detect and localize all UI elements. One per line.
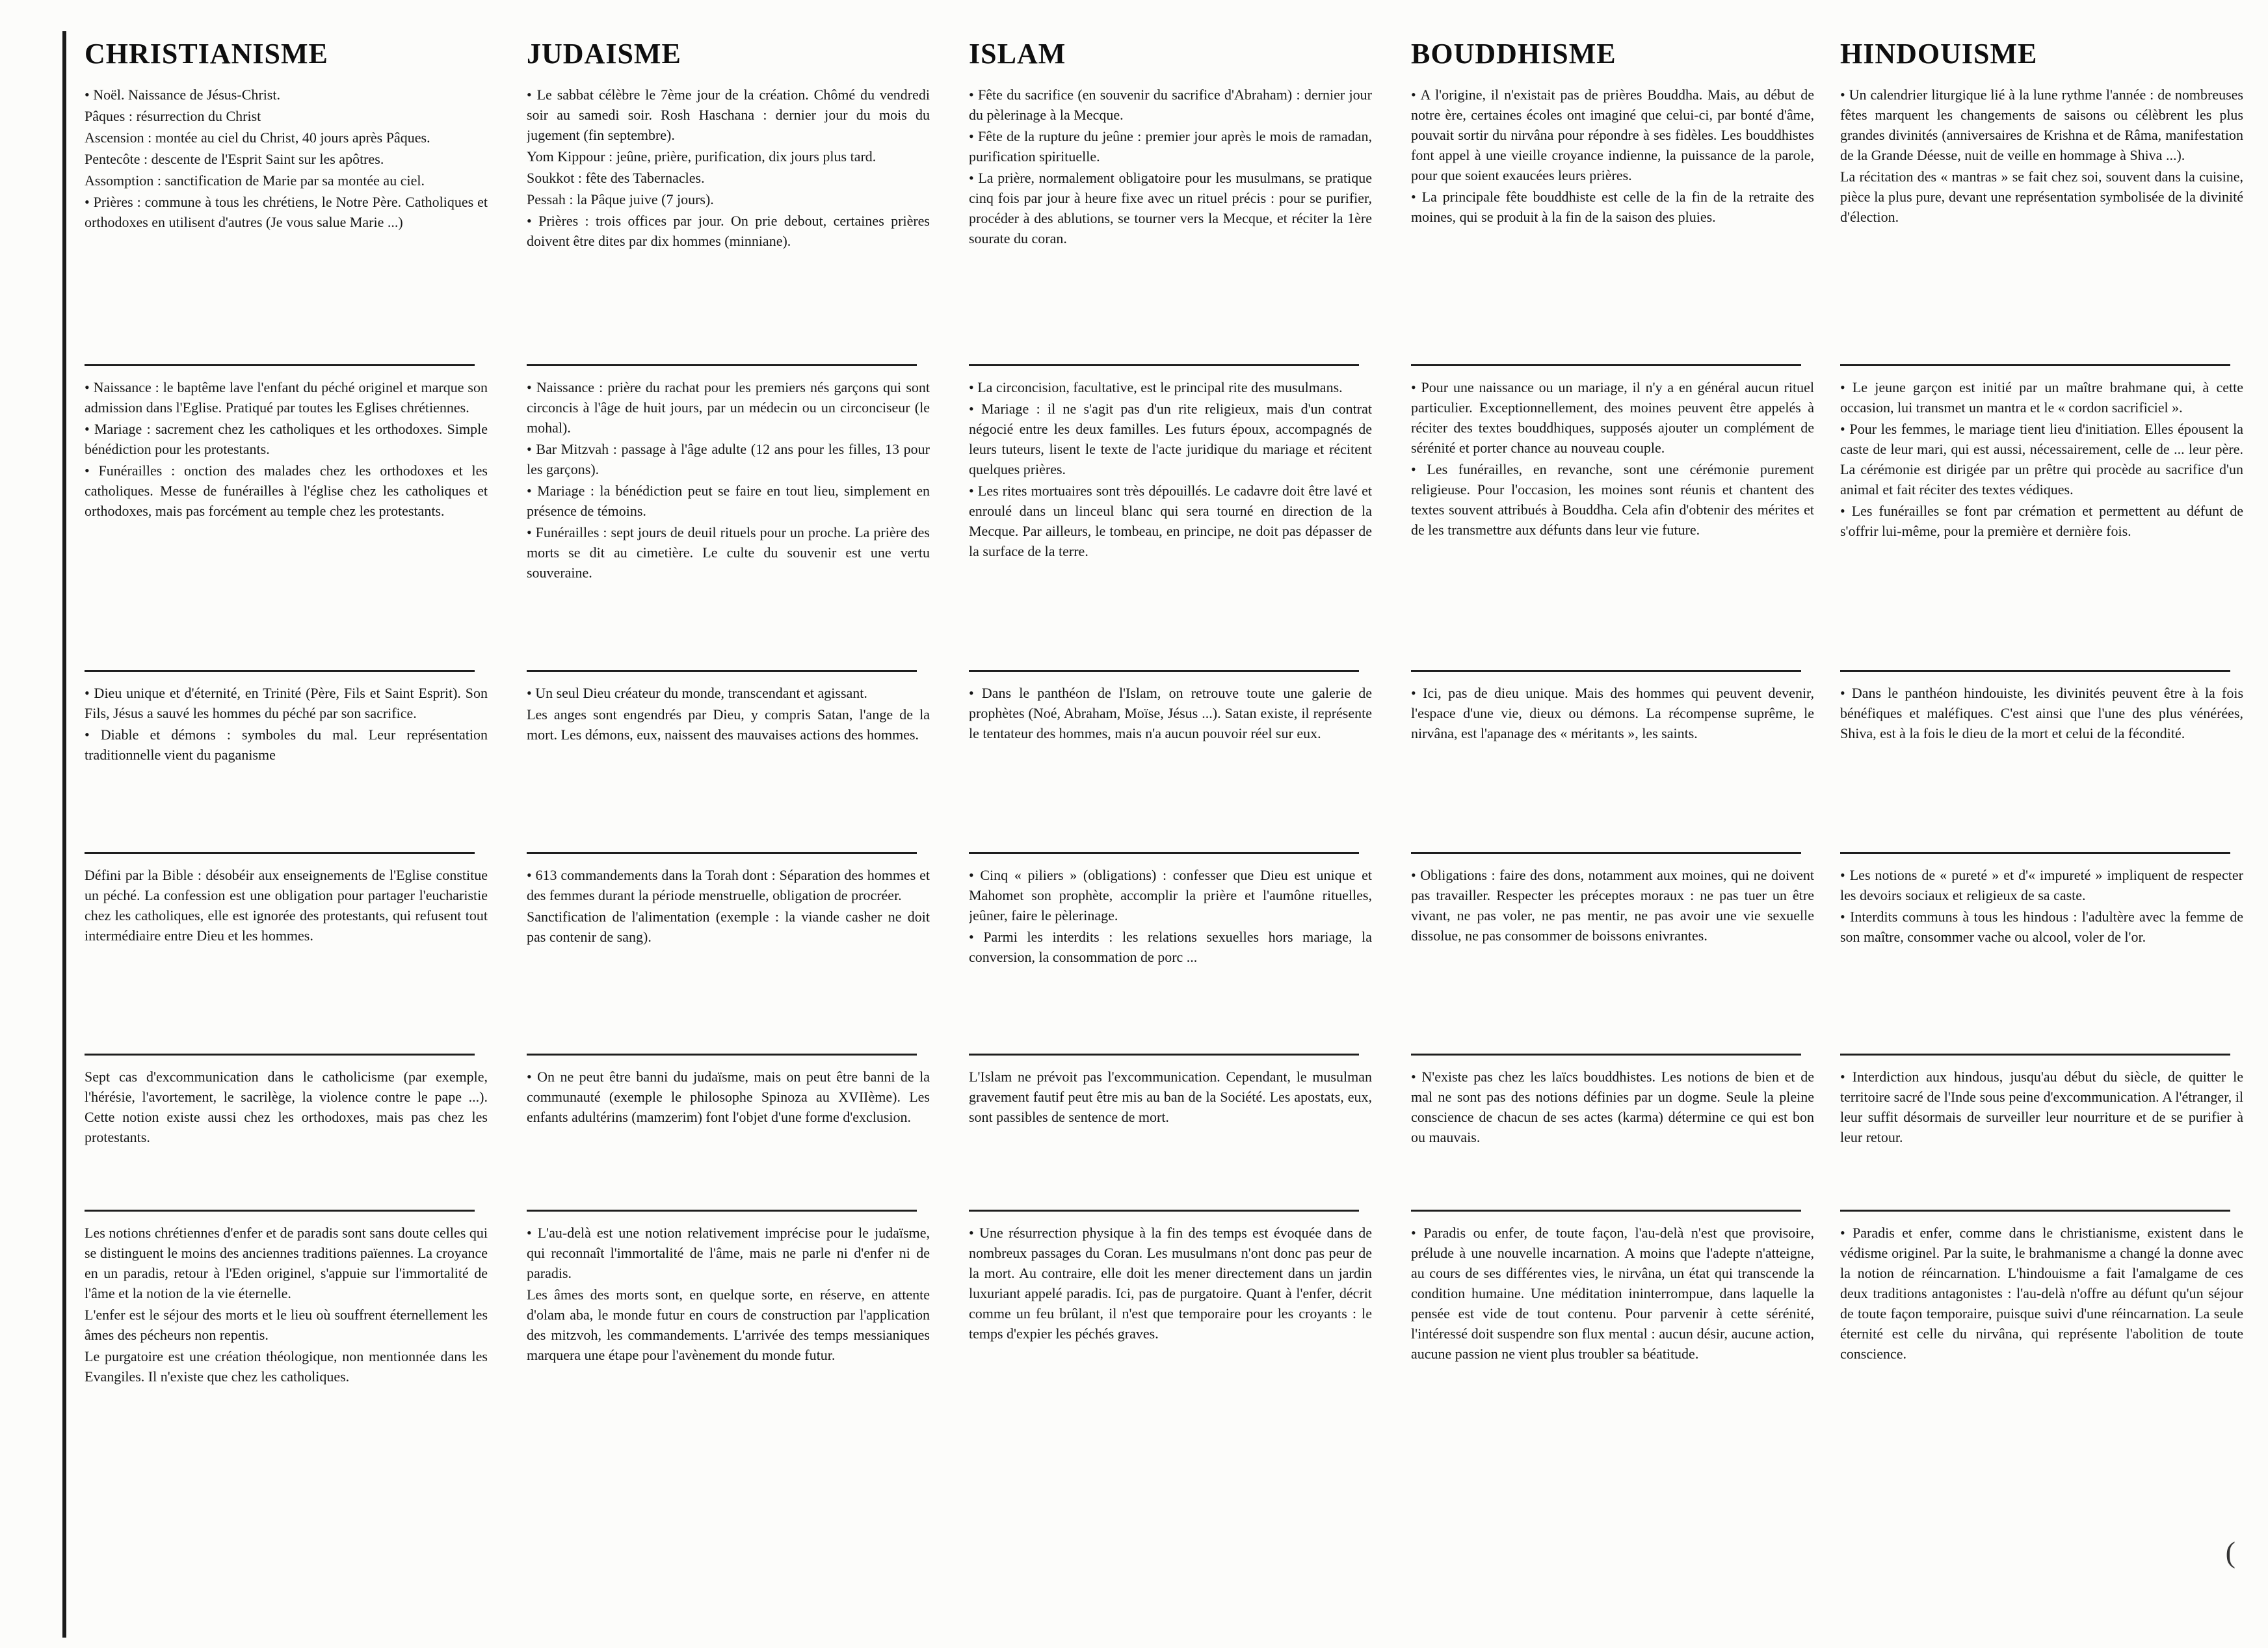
section-divider: [969, 1210, 1359, 1212]
section-3: [969, 683, 1372, 858]
paragraph: • Funérailles : onction des malades chez les orthodoxes et les catholiques. Messe de funérailles à l'église chez les catholiques et orthodoxes, mais pas forcément au temple chez les protestants.: [85, 462, 488, 519]
paragraph: • Dans le panthéon hindouiste, les divinités peuvent être à la fois bénéfiques et maléfiques. C'est ainsi que l'une des plus vénérées, Shiva, est à la fois le dieu de la mort et celui de la fécondité.: [1840, 685, 2243, 741]
paragraph: Sanctification de l'alimentation (exemple : la viande casher ne doit pas contenir de sang).: [527, 909, 930, 945]
section-divider: [1411, 1054, 1801, 1056]
column-bouddhisme: [1411, 39, 1814, 1613]
section-divider: [1411, 670, 1801, 672]
section-5: [527, 1067, 930, 1216]
section-6: [527, 1223, 930, 1600]
section-4: [969, 865, 1372, 1060]
paragraph: • Obligations : faire des dons, notamment aux moines, qui ne doivent pas travailler. Respecter les préceptes moraux : ne pas tuer un être vivant, ne pas voler, ne pas mentir, ne pas avoir une vie sexuelle dissolue, ne pas consommer de boissons enivrantes.: [1411, 867, 1814, 944]
paragraph: • Le sabbat célèbre le 7ème jour de la création. Chômé du vendredi soir au samedi soir. Rosh Haschana : dernier jour du mois du jugement (fin septembre).: [527, 86, 930, 143]
section-5: [1411, 1067, 1814, 1216]
section-divider: [85, 1210, 475, 1212]
section-divider: [527, 1054, 917, 1056]
paragraph: • N'existe pas chez les laïcs bouddhistes. Les notions de bien et de mal ne sont pas des notions définies par un dogme. Seule la pleine conscience de chacun de ses actes (karma) détermine ce qui est bon ou mauvais.: [1411, 1069, 1814, 1145]
section-3: [1840, 683, 2243, 858]
comparison-sheet: [85, 39, 2243, 1613]
paragraph: • Un seul Dieu créateur du monde, transcendant et agissant.: [527, 685, 867, 701]
section-6: [1840, 1223, 2243, 1600]
paragraph: • Prières : trois offices par jour. On prie debout, certaines prières doivent être dites par dix hommes (minniane).: [527, 213, 930, 249]
column-christianisme: [85, 39, 488, 1613]
paragraph: • Naissance : le baptême lave l'enfant du péché originel et marque son admission dans l'Eglise. Pratiqué par toutes les Eglises chrétiennes.: [85, 379, 488, 416]
section-3: [85, 683, 488, 858]
paragraph: Soukkot : fête des Tabernacles.: [527, 170, 705, 186]
section-5: [1840, 1067, 2243, 1216]
paragraph: L'Islam ne prévoit pas l'excommunication. Cependant, le musulman gravement fautif peut être mis au ban de la Société. Les apostats, eux, sont passibles de sentence de mort.: [969, 1069, 1372, 1125]
section-divider: [85, 1054, 475, 1056]
section-divider: [969, 670, 1359, 672]
paragraph: • La prière, normalement obligatoire pour les musulmans, se pratique cinq fois par jour à heure fixe avec un rituel précis : pour se purifier, procéder à des ablutions, se tourner vers la Mecque, et réciter la 1ère sourate du coran.: [969, 170, 1372, 246]
column-title: JUDAISME: [527, 38, 681, 70]
section-divider: [527, 670, 917, 672]
section-2: [969, 377, 1372, 673]
paragraph: • Mariage : la bénédiction peut se faire en tout lieu, simplement en présence de témoins.: [527, 483, 930, 519]
section-6: [85, 1223, 488, 1600]
section-divider: [969, 1054, 1359, 1056]
section-divider: [527, 364, 917, 366]
section-divider: [527, 1210, 917, 1212]
paragraph: • Mariage : sacrement chez les catholiques et les orthodoxes. Simple bénédiction pour les protestants.: [85, 421, 488, 457]
section-divider: [85, 364, 475, 366]
paragraph: • Funérailles : sept jours de deuil rituels pour un proche. La prière des morts se dit au cimetière. Le culte du souvenir est une vertu souveraine.: [527, 524, 930, 581]
paragraph: • Dans le panthéon de l'Islam, on retrouve toute une galerie de prophètes (Noé, Abraham, Moïse, Jésus ...). Satan existe, il représente le tentateur des hommes, mais n'a aucun pouvoir réel sur eux.: [969, 685, 1372, 741]
paragraph: Pessah : la Pâque juive (7 jours).: [527, 191, 714, 207]
paragraph: • Naissance : prière du rachat pour les premiers nés garçons qui sont circoncis à l'âge de huit jours, par un médecin ou un circonciseur (le mohal).: [527, 379, 930, 436]
section-4: [1411, 865, 1814, 1060]
section-divider: [1840, 1210, 2230, 1212]
paragraph: • 613 commandements dans la Torah dont : Séparation des hommes et des femmes durant la période menstruelle, obligation de procréer.: [527, 867, 930, 903]
section-1: [527, 85, 930, 371]
section-divider: [85, 852, 475, 854]
paragraph: • L'au-delà est une notion relativement imprécise pour le judaïsme, qui reconnaît l'immortalité de l'âme, mais ne parle ni d'enfer ni de paradis.: [527, 1225, 930, 1281]
section-2: [85, 377, 488, 673]
paragraph: Le purgatoire est une création théologique, non mentionnée dans les Evangiles. Il n'existe que chez les catholiques.: [85, 1348, 488, 1385]
column-title: BOUDDHISME: [1411, 38, 1616, 70]
section-divider: [969, 852, 1359, 854]
paragraph: • Fête de la rupture du jeûne : premier jour après le mois de ramadan, purification spirituelle.: [969, 128, 1372, 165]
column-title: CHRISTIANISME: [85, 38, 328, 70]
paragraph: • Un calendrier liturgique lié à la lune rythme l'année : de nombreuses fêtes marquent les changements de saisons ou célèbrent les plus grandes divinités (anniversaires de Krishna et de Râma, manifestation de la Grande Déesse, nuit de veille en hommage à Shiva ...).: [1840, 86, 2243, 163]
paragraph: Les notions chrétiennes d'enfer et de paradis sont sans doute celles qui se distinguent le moins des anciennes traditions païennes. La croyance en un paradis, retour à l'Eden originel, s'appuie sur l'immortalité de l'âme et la notion de la vie éternelle.: [85, 1225, 488, 1301]
paragraph: • Interdits communs à tous les hindous : l'adultère avec la femme de son maître, consommer vache ou alcool, voler de l'or.: [1840, 909, 2243, 945]
paragraph: • Mariage : il ne s'agit pas d'un rite religieux, mais d'un contrat négocié entre les deux familles. Les futurs époux, accompagnés de leurs tuteurs, lisent le texte de l'acte juridique du mariage et récitent quelques prières.: [969, 401, 1372, 477]
paragraph: Pâques : résurrection du Christ: [85, 108, 261, 124]
paragraph: • Les funérailles se font par crémation et permettent au défunt de s'offrir lui-même, pour la première et dernière fois.: [1840, 503, 2243, 539]
paragraph: • Dieu unique et d'éternité, en Trinité (Père, Fils et Saint Esprit). Son Fils, Jésus a sauvé les hommes du péché par son sacrifice.: [85, 685, 488, 721]
column-hindouisme: [1840, 39, 2243, 1613]
column-title: ISLAM: [969, 38, 1066, 70]
section-5: [969, 1067, 1372, 1216]
section-1: [1411, 85, 1814, 371]
paragraph: • Pour une naissance ou un mariage, il n'y a en général aucun rituel particulier. Exceptionnellement, des moines peuvent être appelés à réciter des textes bouddhiques, supposés ajouter un complément de sérénité et porter chance au nouveau couple.: [1411, 379, 1814, 456]
section-5: [85, 1067, 488, 1216]
paragraph: • Les rites mortuaires sont très dépouillés. Le cadavre doit être lavé et enroulé dans un linceul blanc qui sera tourné en direction de la Mecque. Par ailleurs, le tombeau, en principe, ne doit pas dépasser de la surface de la terre.: [969, 483, 1372, 559]
section-4: [1840, 865, 2243, 1060]
paragraph: Les anges sont engendrés par Dieu, y compris Satan, l'ange de la mort. Les démons, eux, naissent des mauvaises actions des hommes.: [527, 706, 930, 743]
paragraph: • Les notions de « pureté » et d'« impureté » impliquent de respecter les devoirs sociaux et religieux de sa caste.: [1840, 867, 2243, 903]
section-divider: [1411, 364, 1801, 366]
section-divider: [1840, 852, 2230, 854]
paragraph: • Pour les femmes, le mariage tient lieu d'initiation. Elles épousent la caste de leur mari, qui est aussi, nécessairement, celle de ... leur père. La cérémonie est dirigée par un prêtre qui procède au sacrifice d'un animal et fait réciter des textes védiques.: [1840, 421, 2243, 498]
paragraph: • Fête du sacrifice (en souvenir du sacrifice d'Abraham) : dernier jour du pèlerinage à la Mecque.: [969, 86, 1372, 123]
section-divider: [527, 852, 917, 854]
paragraph: • Interdiction aux hindous, jusqu'au début du siècle, de quitter le territoire sacré de l'Inde sous peine d'excommunication. A l'étranger, il leur suffit désormais de surveiller leur nourriture et de se purifier à leur retour.: [1840, 1069, 2243, 1145]
section-divider: [1840, 364, 2230, 366]
column-title: HINDOUISME: [1840, 38, 2038, 70]
paragraph: • Prières : commune à tous les chrétiens, le Notre Père. Catholiques et orthodoxes en utilisent d'autres (Je vous salue Marie ...): [85, 194, 488, 230]
paragraph: • Diable et démons : symboles du mal. Leur représentation traditionnelle vient du paganisme: [85, 726, 488, 763]
paragraph: Sept cas d'excommunication dans le catholicisme (par exemple, l'hérésie, l'avortement, le sacrilège, la violence contre le pape ...). Cette notion existe aussi chez les orthodoxes, mais pas chez les protestants.: [85, 1069, 488, 1145]
section-2: [1840, 377, 2243, 673]
section-divider: [1840, 670, 2230, 672]
paragraph: Les âmes des morts sont, en quelque sorte, en réserve, en attente d'olam aba, le monde futur en cours de construction par l'application des mitzvoh, les commandements. L'arrivée des temps messianiques marquera une étape pour l'avènement du monde futur.: [527, 1286, 930, 1363]
section-3: [1411, 683, 1814, 858]
paragraph: • A l'origine, il n'existait pas de prières Bouddha. Mais, au début de notre ère, certaines écoles ont imaginé que celui-ci, par bonté d'âme, pouvait sortir du nirvâna pour répondre à ses fidèles. Les bouddhistes font appel à une vieille croyance indienne, la puissance de la parole, pour que soient exaucées leurs prières.: [1411, 86, 1814, 183]
scan-edge-line: [62, 31, 66, 1638]
section-divider: [85, 670, 475, 672]
section-4: [85, 865, 488, 1060]
section-3: [527, 683, 930, 858]
paragraph: La récitation des « mantras » se fait chez soi, souvent dans la cuisine, pièce la plus pure, devant une représentation symbolisée de la divinité d'élection.: [1840, 168, 2243, 225]
paragraph: • Le jeune garçon est initié par un maître brahmane qui, à cette occasion, lui transmet un mantra et le « cordon sacrificiel ».: [1840, 379, 2243, 416]
paragraph: • Bar Mitzvah : passage à l'âge adulte (12 ans pour les filles, 13 pour les garçons).: [527, 441, 930, 477]
paragraph: Ascension : montée au ciel du Christ, 40 jours après Pâques.: [85, 129, 430, 146]
column-islam: [969, 39, 1372, 1613]
section-6: [969, 1223, 1372, 1600]
paragraph: • Les funérailles, en revanche, sont une cérémonie purement religieuse. Pour l'occasion, les moines sont réunis et chantent des textes souvent attribués à Bouddha. Cela afin d'obtenir des mérites et de les transmettre aux défunts dans leur vie future.: [1411, 461, 1814, 538]
paragraph: Pentecôte : descente de l'Esprit Saint sur les apôtres.: [85, 151, 384, 167]
paragraph: • On ne peut être banni du judaïsme, mais on peut être banni de la communauté (exemple le philosophe Spinoza au XVIIème). Les enfants adultérins (mamzerim) font l'objet d'une forme d'exclusion.: [527, 1069, 930, 1125]
section-divider: [1840, 1054, 2230, 1056]
section-divider: [1411, 852, 1801, 854]
section-1: [85, 85, 488, 371]
paragraph: • Ici, pas de dieu unique. Mais des hommes qui peuvent devenir, l'espace d'une vie, dieux ou démons. La récompense suprême, le nirvâna, est l'apanage des « méritants », les saints.: [1411, 685, 1814, 741]
paragraph: • Paradis et enfer, comme dans le christianisme, existent dans le védisme originel. Par la suite, le brahmanisme a changé la donne avec la notion de réincarnation. L'hindouisme a fait l'amalgame de ces deux traditions antagonistes : l'au-delà n'offre au défunt qu'un séjour de toute façon temporaire, puisque suivi d'une réincarnation. La seule éternité est celle du nirvâna, qui représente l'abolition de toute conscience.: [1840, 1225, 2243, 1362]
paragraph: • Noël. Naissance de Jésus-Christ.: [85, 86, 280, 103]
section-1: [969, 85, 1372, 371]
paragraph: Assomption : sanctification de Marie par sa montée au ciel.: [85, 172, 425, 189]
section-1: [1840, 85, 2243, 371]
section-2: [527, 377, 930, 673]
paragraph: • Une résurrection physique à la fin des temps est évoquée dans de nombreux passages du Coran. Les musulmans n'ont donc pas peur de la mort. Au contraire, elle doit les mener directement dans un jardin luxuriant appelé paradis. Ici, pas de purgatoire. Quant à l'enfer, décrit comme un feu brûlant, il n'est que temporaire pour les croyants : le temps d'expier les péchés graves.: [969, 1225, 1372, 1342]
column-judaisme: [527, 39, 930, 1613]
section-divider: [969, 364, 1359, 366]
page-edge-mark: (: [2225, 1535, 2235, 1569]
section-2: [1411, 377, 1814, 673]
section-divider: [1411, 1210, 1801, 1212]
paragraph: • La circoncision, facultative, est le principal rite des musulmans.: [969, 379, 1343, 395]
paragraph: • Cinq « piliers » (obligations) : confesser que Dieu est unique et Mahomet son prophète, accomplir la prière et l'aumône rituelles, jeûner, faire le pèlerinage.: [969, 867, 1372, 924]
section-6: [1411, 1223, 1814, 1600]
paragraph: • Parmi les interdits : les relations sexuelles hors mariage, la conversion, la consommation de porc ...: [969, 929, 1372, 965]
paragraph: Défini par la Bible : désobéir aux enseignements de l'Eglise constitue un péché. La confession est une obligation pour partager l'eucharistie chez les catholiques, elle est ignorée des protestants, qui refusent tout intermédiaire entre Dieu et les hommes.: [85, 867, 488, 944]
paragraph: • La principale fête bouddhiste est celle de la fin de la retraite des moines, qui se produit à la fin de la saison des pluies.: [1411, 189, 1814, 225]
paragraph: Yom Kippour : jeûne, prière, purification, dix jours plus tard.: [527, 148, 877, 165]
paragraph: L'enfer est le séjour des morts et le lieu où souffrent éternellement les âmes des pécheurs non repentis.: [85, 1307, 488, 1343]
section-4: [527, 865, 930, 1060]
paragraph: • Paradis ou enfer, de toute façon, l'au-delà n'est que provisoire, prélude à une nouvelle incarnation. A moins que l'adepte n'atteigne, au cours de ses différentes vies, le nirvâna, un état qui transcende la condition humaine. Une méditation ininterrompue, dans laquelle la pensée est vide de tout contenu. Pour parvenir à cette sérénité, l'intéressé doit suspendre son flux mental : aucun désir, aucune action, aucune passion ne vient plus troubler sa béatitude.: [1411, 1225, 1814, 1362]
